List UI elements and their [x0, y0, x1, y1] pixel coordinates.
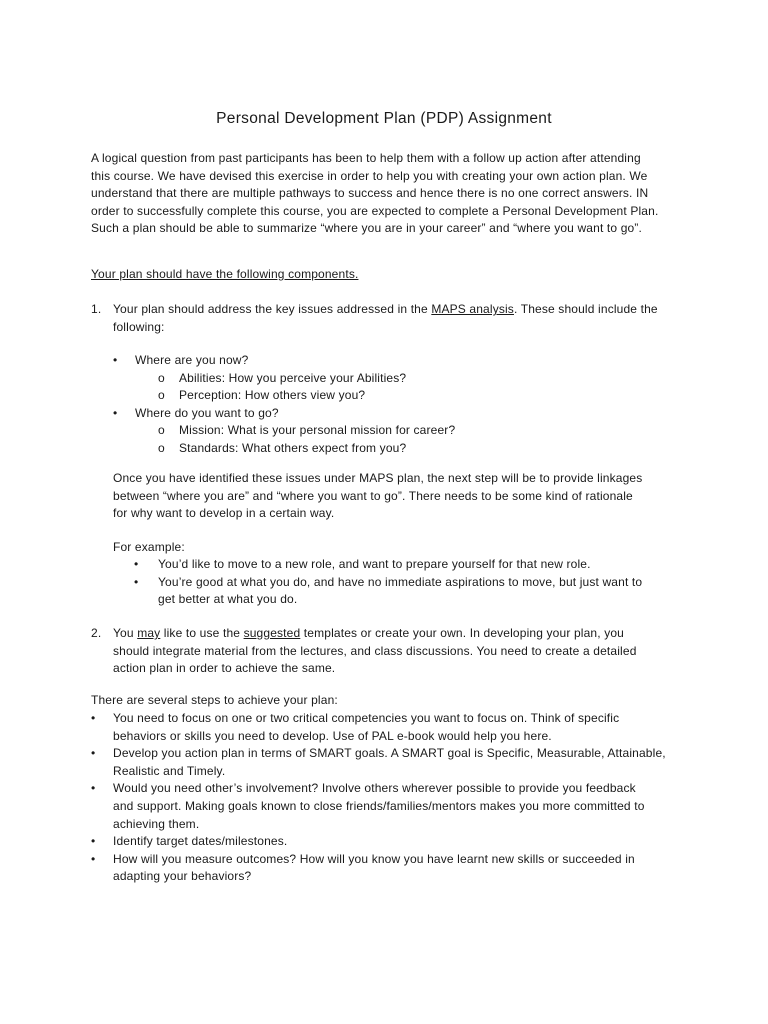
page-title: Personal Development Plan (PDP) Assignment [216, 110, 552, 127]
item-1-line2: following: [113, 319, 165, 334]
step-item-cont: adapting your behaviors? [113, 869, 252, 884]
item-2-text [113, 625, 679, 678]
maps-list [113, 352, 563, 462]
item-2-number: 2. [91, 626, 102, 640]
maps-item: Where do you want to go? [135, 405, 279, 420]
linkage-line: for why want to develop in a certain way. [113, 506, 335, 521]
steps-list [91, 710, 691, 890]
sub-bullet-icon: o [158, 370, 165, 385]
intro-line: this course. We have devised this exercise in order to help you with creating your own action plan. We [91, 168, 648, 183]
step-item: Develop you action plan in terms of SMART goals. A SMART goal is Specific, Measurable, Attainable, [113, 746, 666, 761]
linkage-line: Once you have identified these issues under MAPS plan, the next step will be to provide linkages [113, 471, 643, 485]
bullet-icon: • [113, 353, 118, 367]
bullet-icon: • [134, 557, 139, 571]
step-item: Identify target dates/milestones. [113, 834, 288, 849]
linkage-paragraph [113, 470, 679, 523]
item-2-text-part: templates or create your own. In developing your plan, you [300, 626, 625, 640]
item-1-text-after: . These should include the [513, 302, 658, 316]
step-item-cont: Realistic and Timely. [113, 763, 226, 778]
sub-bullet-icon: o [158, 388, 165, 403]
item-1-number: 1. [91, 302, 102, 316]
components-heading: Your plan should have the following components. [91, 267, 359, 281]
item-2-line3: action plan in order to achieve the same. [113, 661, 336, 676]
intro-paragraph [91, 150, 681, 238]
sub-bullet-icon: o [158, 441, 165, 455]
example-label: For example: [113, 540, 185, 554]
maps-subitem: Mission: What is your personal mission for career? [179, 423, 456, 438]
maps-subitem: Abilities: How you perceive your Abilities? [179, 370, 407, 385]
intro-line: Such a plan should be able to summarize “where you are in your career” and “where you want to go”. [91, 221, 642, 236]
bullet-icon: • [134, 574, 139, 589]
item-2-text-part: You [113, 626, 138, 640]
step-item: How will you measure outcomes? How will you know you have learnt new skills or succeeded in [113, 851, 635, 866]
example-item-cont: get better at what you do. [158, 592, 298, 607]
maps-analysis-link: MAPS analysis [431, 302, 514, 316]
maps-item: Where are you now? [135, 353, 249, 367]
linkage-line: between “where you are” and “where you want to go”. There needs to be some kind of rationale [113, 488, 633, 503]
step-item-cont: achieving them. [113, 816, 200, 831]
maps-subitem: Perception: How others view you? [179, 388, 366, 403]
example-item: You’d like to move to a new role, and want to prepare yourself for that new role. [158, 557, 591, 571]
intro-line: order to successfully complete this course, you are expected to complete a Personal Development Plan. [91, 203, 659, 218]
bullet-icon: • [91, 746, 96, 761]
step-item: Would you need other’s involvement? Involve others wherever possible to provide you feedback [113, 781, 636, 796]
may-emphasis: may [137, 626, 161, 640]
bullet-icon: • [91, 851, 96, 866]
bullet-icon: • [91, 711, 96, 725]
bullet-icon: • [91, 781, 96, 796]
item-2-line2: should integrate material from the lectures, and class discussions. You need to create a detailed [113, 643, 637, 658]
intro-line: A logical question from past participants has been to help them with a follow up action after attending [91, 151, 641, 165]
step-item: You need to focus on one or two critical competencies you want to focus on. Think of specific [113, 711, 620, 725]
suggested-emphasis: suggested [243, 626, 301, 640]
item-1-text [113, 301, 679, 336]
bullet-icon: • [113, 405, 118, 420]
item-1-text-before: Your plan should address the key issues addressed in the [113, 302, 432, 316]
step-item-cont: behaviors or skills you need to develop. Use of PAL e-book would help you here. [113, 728, 552, 743]
item-2-text-part: like to use the [160, 626, 244, 640]
intro-line: understand that there are multiple pathways to success and hence there is no one correct answers. IN [91, 186, 649, 201]
bullet-icon: • [91, 834, 96, 849]
sub-bullet-icon: o [158, 423, 165, 438]
steps-intro: There are several steps to achieve your plan: [91, 693, 338, 707]
example-item: You’re good at what you do, and have no immediate aspirations to move, but just want to [158, 574, 643, 589]
maps-subitem: Standards: What others expect from you? [179, 441, 407, 455]
step-item-cont: and support. Making goals known to close friends/families/mentors makes you more committed to [113, 799, 645, 813]
examples-list [113, 556, 679, 616]
